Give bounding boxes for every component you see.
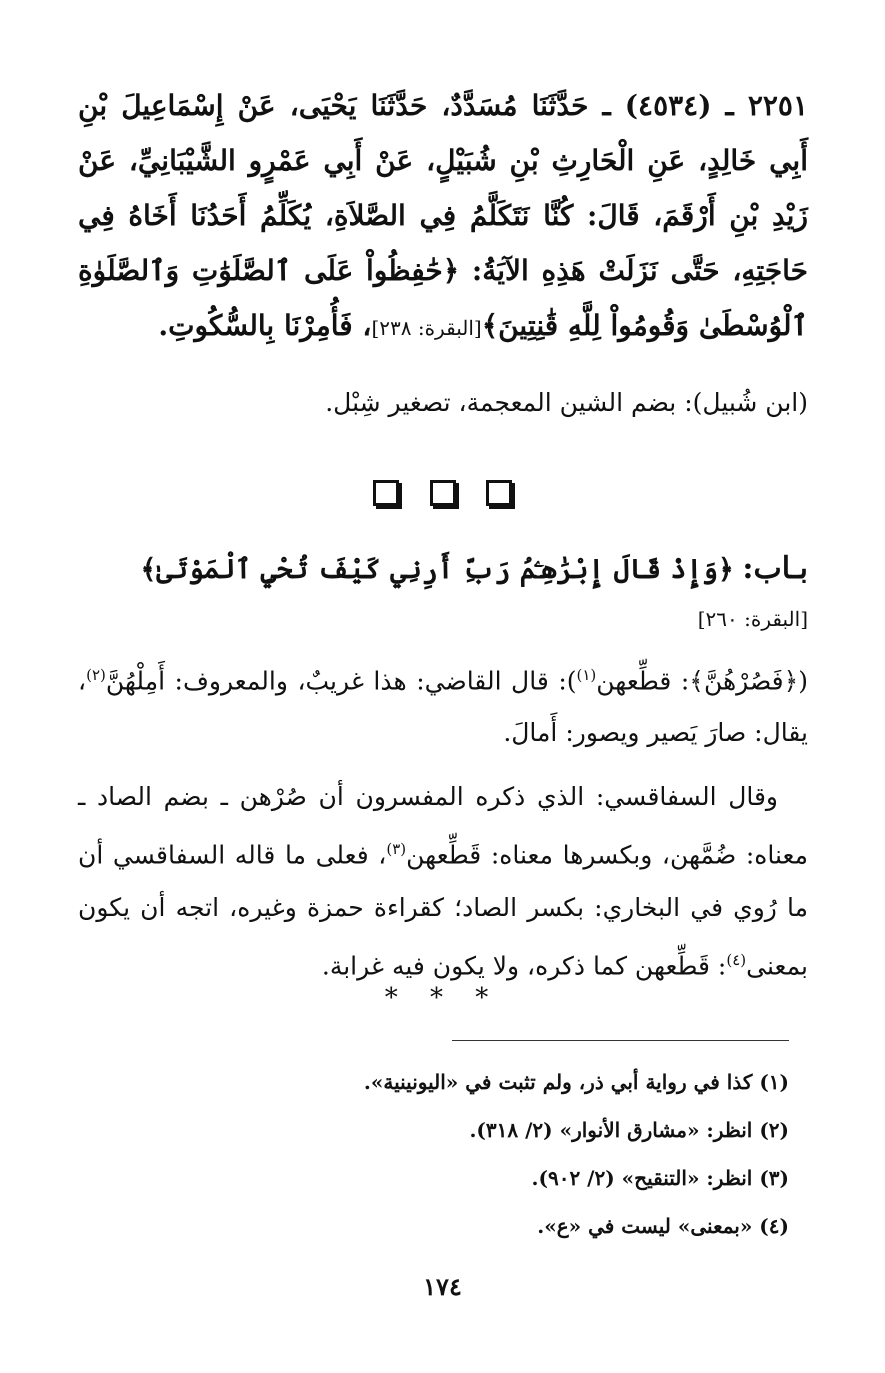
hadith-reference: [البقرة: ٢٣٨] <box>371 316 482 340</box>
narrator-note: (ابن شُبيل): بضم الشين المعجمة، تصغير شِبْل. <box>325 388 808 417</box>
section-separator <box>0 480 885 513</box>
commentary-text: : قَطِّعهن كما ذكره، ولا يكون فيه غرابة. <box>321 950 727 980</box>
commentary-text: ): قال القاضي: هذا غريبٌ، والمعروف: أَمِلْهُنَّ <box>105 666 577 696</box>
footnote-ref-3: (٣) <box>386 840 407 859</box>
commentary-paragraph-2 <box>78 771 808 992</box>
footnotes <box>78 1058 789 1250</box>
chapter-label: بـاب: <box>742 551 808 586</box>
chapter-verse: ﴿وَإِذْ قَالَ إِبْرَٰهِـۧمُ رَبِّ أَرِنِي كَيْفَ تُحْيِ ٱلْمَوْتَىٰ﴾ <box>140 554 734 585</box>
hadith-body: ٢٢٥١ ـ (٤٥٣٤) ـ حَدَّثَنَا مُسَدَّدٌ، حَدَّثَنَا يَحْيَى، عَنْ إِسْمَاعِيلَ بْنِ أَبِي خَالِدٍ، عَنِ الْحَارِثِ بْنِ شُبَيْلٍ، عَنْ أَبِي عَمْرٍو الشَّيْبَانِيِّ، عَنْ زَيْدِ بْنِ أَرْقَمَ، قَالَ: كُنَّا نَتَكَلَّمُ فِي الصَّلاَةِ، يُكَلِّمُ أَحَدُنَا أَخَاهُ فِي حَاجَتِهِ، حَتَّى نَزَلَتْ هَذِهِ الآيَةُ: ﴿حَٰفِظُواْ عَلَى ٱلصَّلَوَٰتِ وَٱلصَّلَوٰةِ ٱلْوُسْطَىٰ وَقُومُواْ لِلَّهِ قَٰنِتِينَ﴾ <box>78 89 808 342</box>
separator-box-icon <box>373 480 399 506</box>
separator-box-icon <box>430 480 456 506</box>
chapter-section <box>78 545 808 992</box>
chapter-heading <box>78 545 808 643</box>
hadith-ending: ، فَأُمِرْنَا بِالسُّكُوتِ. <box>158 309 372 342</box>
footnote-3: (٣) انظر: «التنقيح» (٢/ ٩٠٢). <box>531 1166 789 1190</box>
stars-separator: * * * <box>384 983 501 1013</box>
hadith-text <box>78 78 808 356</box>
hadith-block <box>78 78 808 428</box>
footnote-ref-1: (١) <box>576 666 597 684</box>
commentary-text: ، يقال: صارَ يَصير ويصور: أَمالَ. <box>78 666 808 748</box>
chapter-reference: [البقرة: ٢٦٠] <box>697 607 808 631</box>
footnote-ref-2: (٢) <box>86 666 106 684</box>
commentary-text: وقال السفاقسي: الذي ذكره المفسرون أن صُرْهن ـ بضم الصاد ـ معناه: ضُمَّهن، وبكسرها معناه: قَطِّعهن <box>78 782 808 870</box>
footnote-divider <box>452 1040 789 1041</box>
footnote-1: (١) كذا في رواية أبي ذر، ولم تثبت في «اليونينية». <box>363 1070 789 1094</box>
footnote-ref-4: (٤) <box>726 950 747 969</box>
commentary-text: (﴿فَصُرْهُنَّ﴾: قطِّعهن <box>596 666 808 696</box>
footnote-2: (٢) انظر: «مشارق الأنوار» (٢/ ٣١٨). <box>469 1118 789 1142</box>
footnote-4: (٤) «بمعنى» ليست في «ع». <box>537 1214 789 1238</box>
page-number: ١٧٤ <box>423 1272 462 1301</box>
separator-box-icon <box>486 480 512 506</box>
commentary-paragraph-1 <box>78 649 808 759</box>
commentary-text: ، فعلى ما قاله السفاقسي أن ما رُوي في البخاري: بكسر الصاد؛ كقراءة حمزة وغيره، اتجه أن يكون بمعنى <box>78 840 808 980</box>
